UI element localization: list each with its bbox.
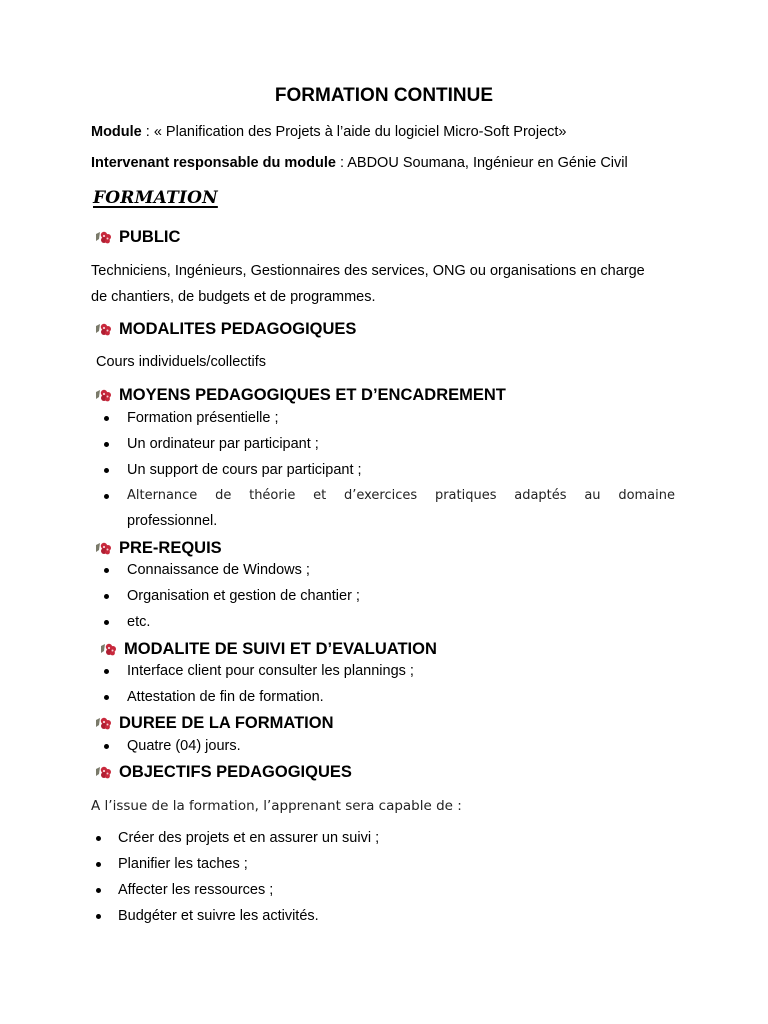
flower-bullet-icon (100, 642, 117, 656)
round-bullet-icon (104, 695, 109, 700)
list-item-text: Connaissance de Windows ; (127, 562, 310, 578)
document-title: FORMATION CONTINUE (274, 85, 494, 106)
list-item-text: Affecter les ressources ; (118, 882, 274, 898)
word: adaptés (514, 488, 567, 503)
section-heading-text: MOYENS PEDAGOGIQUES ET D’ENCADREMENT (119, 386, 506, 404)
flower-bullet-icon (95, 230, 112, 244)
list-item-justified-text (127, 487, 675, 505)
intervenant-label: Intervenant responsable du module (91, 155, 336, 171)
list-item-continuation: professionnel. (127, 513, 218, 529)
round-bullet-icon (104, 494, 109, 499)
round-bullet-icon (96, 914, 101, 919)
word: domaine (618, 488, 675, 503)
round-bullet-icon (96, 836, 101, 841)
round-bullet-icon (104, 568, 109, 573)
module-label: Module (91, 124, 142, 140)
section-heading-objectifs (95, 761, 352, 783)
flower-bullet-icon (95, 716, 112, 730)
modalites-text: Cours individuels/collectifs (96, 354, 267, 370)
list-item-text: Organisation et gestion de chantier ; (127, 588, 360, 604)
list-item-text: Interface client pour consulter les plannings ; (127, 663, 414, 679)
section-heading-duree (95, 712, 334, 734)
section-heading-suivi (100, 638, 437, 660)
list-item-text: Quatre (04) jours. (127, 738, 241, 754)
list-item-text: Attestation de fin de formation. (127, 689, 324, 705)
round-bullet-icon (104, 744, 109, 749)
word: de (215, 488, 232, 503)
round-bullet-icon (96, 862, 101, 867)
module-line (91, 123, 567, 141)
flower-bullet-icon (95, 541, 112, 555)
public-paragraph (91, 258, 681, 310)
round-bullet-icon (104, 416, 109, 421)
intervenant-separator: : (335, 155, 348, 171)
formation-heading: FORMATION (93, 188, 218, 208)
flower-bullet-icon (95, 322, 112, 336)
round-bullet-icon (104, 468, 109, 473)
word: théorie (249, 488, 296, 503)
intervenant-value: ABDOU Soumana, Ingénieur en Génie Civil (347, 155, 628, 171)
section-heading-text: OBJECTIFS PEDAGOGIQUES (119, 763, 352, 781)
flower-bullet-icon (95, 765, 112, 779)
word: d’exercices (343, 488, 418, 503)
list-item-text: etc. (127, 614, 151, 630)
flower-bullet-icon (95, 388, 112, 402)
section-heading-text: MODALITES PEDAGOGIQUES (119, 320, 357, 338)
round-bullet-icon (104, 594, 109, 599)
module-value: « Planification des Projets à l’aide du logiciel Micro-Soft Project» (153, 124, 567, 140)
section-heading-text: PRE-REQUIS (119, 539, 222, 557)
list-item-text: Un ordinateur par participant ; (127, 436, 319, 452)
section-heading-text: DUREE DE LA FORMATION (119, 714, 334, 732)
public-text-line: Techniciens, Ingénieurs, Gestionnaires des services, ONG ou organisations en charge (91, 263, 645, 279)
round-bullet-icon (104, 442, 109, 447)
section-heading-prerequis (95, 537, 222, 559)
section-heading-moyens (95, 384, 506, 406)
round-bullet-icon (104, 620, 109, 625)
section-heading-text: MODALITE DE SUIVI ET D’EVALUATION (124, 640, 437, 658)
word: Alternance (127, 488, 198, 503)
word: pratiques (434, 488, 497, 503)
list-item-text: Créer des projets et en assurer un suivi ; (118, 830, 380, 846)
word: et (313, 488, 327, 503)
round-bullet-icon (96, 888, 101, 893)
section-heading-text: PUBLIC (119, 228, 181, 246)
round-bullet-icon (104, 669, 109, 674)
section-heading-public (95, 226, 180, 248)
objectifs-intro: A l’issue de la formation, l’apprenant sera capable de : (91, 798, 462, 814)
list-item-text: Budgéter et suivre les activités. (118, 908, 319, 924)
module-separator: : (141, 124, 154, 140)
word: au (584, 488, 601, 503)
list-item-text: Un support de cours par participant ; (127, 462, 362, 478)
intervenant-line (91, 154, 628, 172)
list-item-text: Planifier les taches ; (118, 856, 248, 872)
list-item-text: Formation présentielle ; (127, 410, 279, 426)
public-text-line: de chantiers, de budgets et de programmes. (91, 289, 376, 305)
section-heading-modalites (95, 318, 356, 340)
